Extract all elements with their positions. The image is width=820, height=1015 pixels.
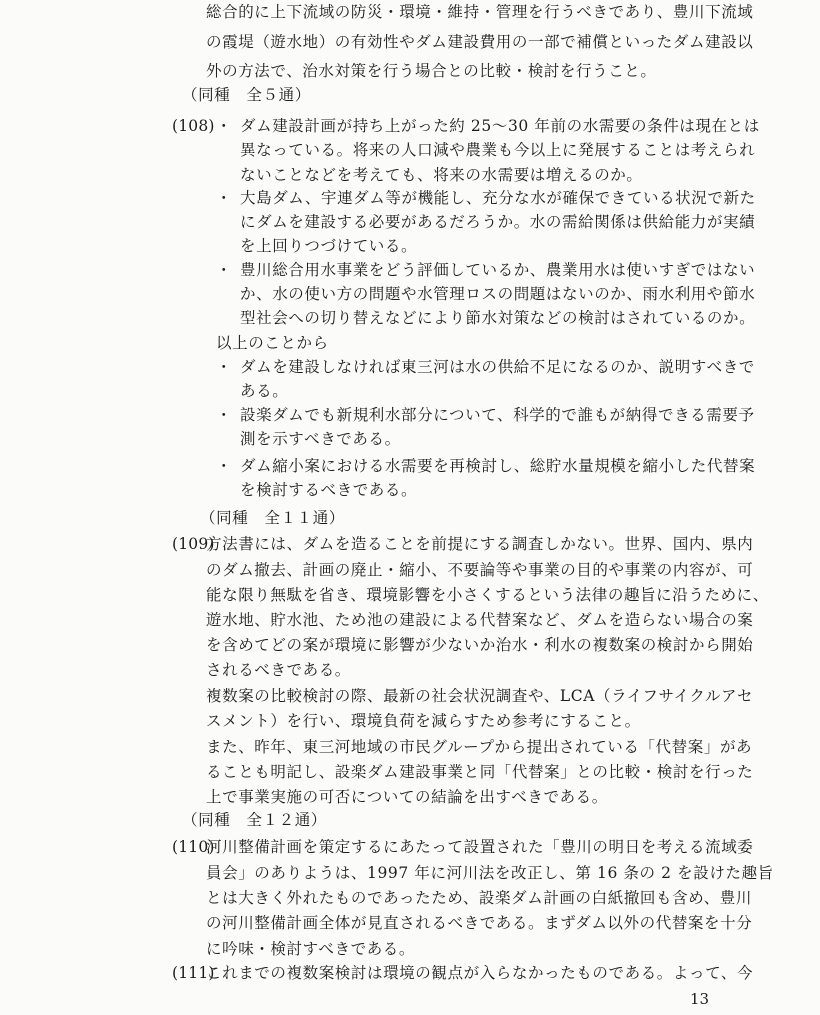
paragraph-line: 方法書には、ダムを造ることを前提にする調査しかない。世界、国内、県内 xyxy=(206,535,754,553)
therefore-text: 以上のことから xyxy=(216,334,329,352)
bullet-dot: ・ xyxy=(216,406,232,424)
bullet-text: ないことなどを考えても、将来の水需要は増えるのか。 xyxy=(240,166,643,184)
bullet-dot: ・ xyxy=(216,261,232,279)
paragraph-line: これまでの複数案検討は環境の観点が入らなかったものである。よって、今 xyxy=(206,964,754,982)
bullet-text: ある。 xyxy=(240,382,289,400)
bullet-text: ダム縮小案における水需要を再検討し、総貯水量規模を縮小した代替案 xyxy=(240,457,756,475)
paragraph-line: の河川整備計画全体が見直されるべきである。まずダム以外の代替案を十分 xyxy=(206,914,753,932)
bullet-text: 大島ダム、宇連ダム等が機能し、充分な水が確保できている状況で新た xyxy=(240,189,756,207)
paragraph-line: されるべきである。 xyxy=(206,661,351,679)
same-kind-note: （同種 全５通） xyxy=(182,86,311,104)
bullet-text: 測を示すべきである。 xyxy=(240,430,401,448)
bullet-dot: ・ xyxy=(216,457,232,475)
paragraph-line: 員会」のありようは、1997 年に河川法を改正し、第 16 条の 2 を設けた趣旨 xyxy=(206,864,774,882)
bullet-text: にダムを建設する必要があるだろうか。水の需給関係は供給能力が実績 xyxy=(240,213,756,231)
same-kind-note: （同種 全１１通） xyxy=(200,509,345,527)
bullet-text: を検討するべきである。 xyxy=(240,481,418,499)
paragraph-line: 上で事業実施の可否についての結論を出すべきである。 xyxy=(206,788,608,806)
same-kind-note: （同種 全１２通） xyxy=(182,811,327,829)
paragraph-line: に吟味・検討すべきである。 xyxy=(206,940,415,958)
paragraph-line: また、昨年、東三河地域の市民グループから提出されている「代替案」があ xyxy=(206,738,753,756)
bullet-text: ダム建設計画が持ち上がった約 25～30 年前の水需要の条件は現在とは xyxy=(240,117,760,135)
bullet-text: 異なっている。将来の人口減や農業も今以上に発展することは考えられ xyxy=(240,141,756,159)
item-number: (111) xyxy=(172,964,215,982)
intro-line: の霞堤（遊水地）の有効性やダム建設費用の一部で補償といったダム建設以 xyxy=(206,33,754,51)
paragraph-line: 能な限り無駄を省き、環境影響を小さくするという法律の趣旨に沿うために、 xyxy=(206,586,769,604)
item-number: (110) xyxy=(172,838,215,856)
intro-line: 総合的に上下流域の防災・環境・維持・管理を行うべきであり、豊川下流域 xyxy=(206,3,754,21)
paragraph-line: のダム撤去、計画の廃止・縮小、不要論等や事業の目的や事業の内容が、可 xyxy=(206,561,754,579)
bullet-text: ダムを建設しなければ東三河は水の供給不足になるのか、説明すべきで xyxy=(240,358,755,376)
bullet-dot: ・ xyxy=(216,358,232,376)
paragraph-line: 遊水地、貯水池、ため池の建設による代替案など、ダムを造らない場合の案 xyxy=(206,611,754,629)
paragraph-line: スメント）を行い、環境負荷を減らすため参考にすること。 xyxy=(206,712,641,730)
paragraph-line: 複数案の比較検討の際、最新の社会状況調査や、LCA（ライフサイクルアセ xyxy=(206,687,754,705)
paragraph-line: 河川整備計画を策定するにあたって設置された「豊川の明日を考える流域委 xyxy=(206,838,754,856)
bullet-text: 豊川総合用水事業をどう評価しているか、農業用水は使いすぎではない xyxy=(240,261,756,279)
bullet-text: 型社会への切り替えなどにより節水対策などの検討はされているのか。 xyxy=(240,309,756,327)
bullet-text: を上回りつづけている。 xyxy=(240,237,418,255)
paragraph-line: を含めてどの案が環境に影響が少ないか治水・利水の複数案の検討から開始 xyxy=(206,636,754,654)
intro-line: 外の方法で、治水対策を行う場合との比較・検討を行うこと。 xyxy=(206,62,657,80)
paragraph-line: ることも明記し、設楽ダム建設事業と同「代替案」との比較・検討を行った xyxy=(206,763,754,781)
bullet-dot: ・ xyxy=(216,189,232,207)
page-number: 13 xyxy=(690,990,710,1008)
bullet-dot: ・ xyxy=(216,117,232,135)
item-number: (109) xyxy=(172,535,215,553)
paragraph-line: とは大きく外れたものであったため、設楽ダム計画の白紙撤回も含め、豊川 xyxy=(206,889,753,907)
item-number: (108) xyxy=(172,117,215,135)
bullet-text: か、水の使い方の問題や水管理ロスの問題はないのか、雨水利用や節水 xyxy=(240,285,756,303)
bullet-text: 設楽ダムでも新規利水部分について、科学的で誰もが納得できる需要予 xyxy=(240,406,755,424)
